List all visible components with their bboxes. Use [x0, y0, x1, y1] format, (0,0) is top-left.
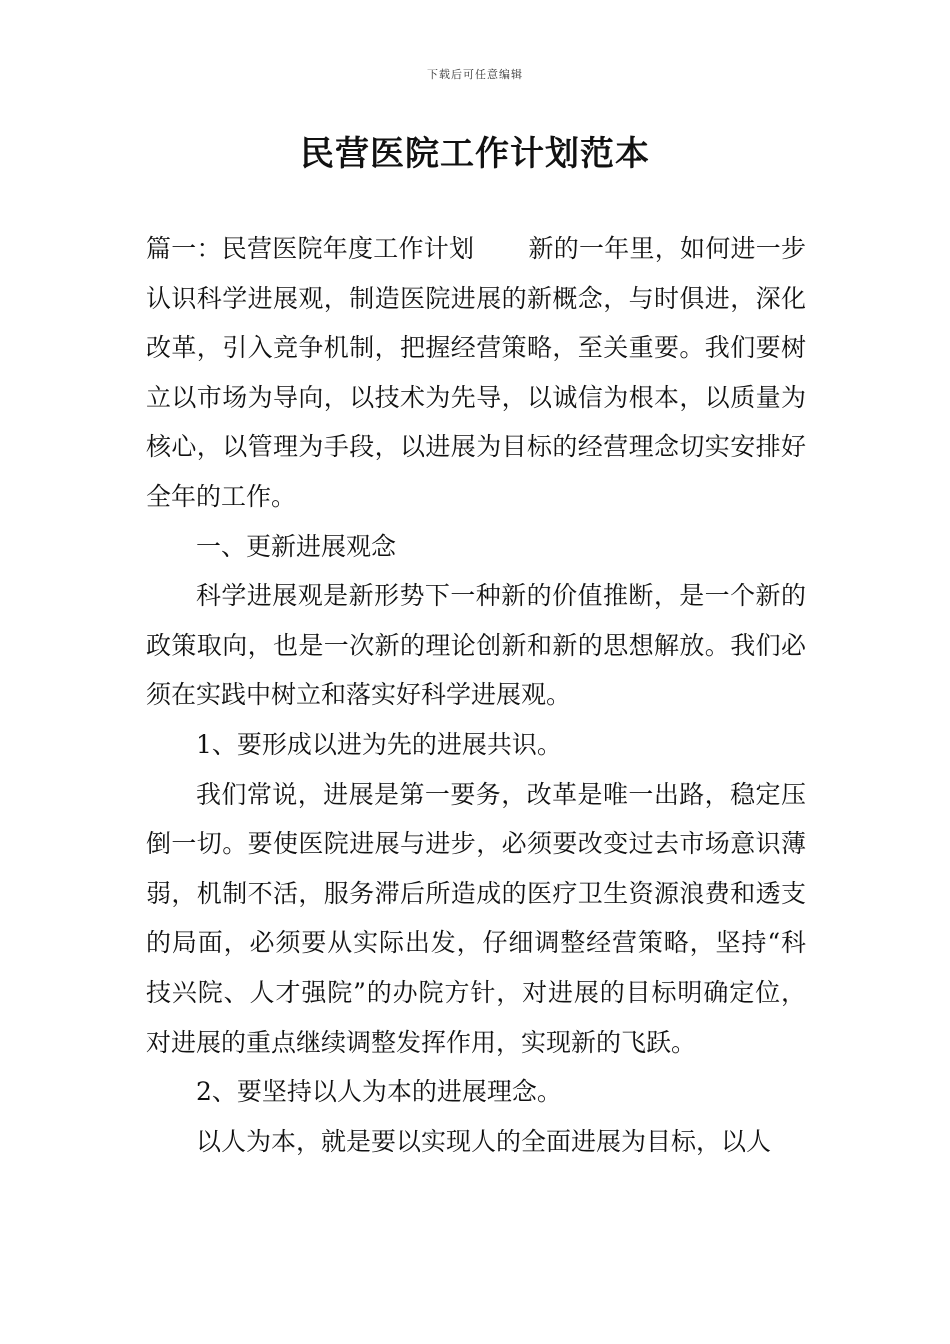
point1-heading: 1、要形成以进为先的进展共识。	[196, 729, 562, 759]
intro-heading: 篇一：民营医院年度工作计划	[146, 234, 475, 263]
intro-paragraph	[146, 224, 806, 522]
point2-heading: 2、要坚持以人为本的进展理念。	[196, 1077, 562, 1107]
point2-paragraph: 以人为本，就是要以实现人的全面进展为目标，以人	[196, 1126, 772, 1156]
section1-paragraph: 科学进展观是新形势下一种新的价值推断，是一个新的政策取向，也是一次新的理论创新和新的思想解放。我们必须在实践中树立和落实好科学进展观。	[146, 581, 806, 710]
intro-text: 新的一年里，如何进一步认识科学进展观，制造医院进展的新概念，与时俱进，深化改革，引入竞争机制，把握经营策略，至关重要。我们要树立以市场为导向，以技术为先导，以诚信为根本，以质量为核心，以管理为手段，以进展为目标的经营理念切实安排好全年的工作。	[146, 234, 806, 511]
page-header-note: 下载后可任意编辑	[427, 68, 523, 81]
section1-heading: 一、更新进展观念	[196, 531, 397, 561]
point1-paragraph: 我们常说，进展是第一要务，改革是唯一出路，稳定压倒一切。要使医院进展与进步，必须要改变过去市场意识薄弱，机制不活，服务滞后所造成的医疗卫生资源浪费和透支的局面，必须要从实际出发，仔细调整经营策略，坚持“科技兴院、人才强院”的办院方针，对进展的目标明确定位，对进展的重点继续调整发挥作用，实现新的飞跃。	[146, 779, 806, 1057]
document-title: 民营医院工作计划范本	[300, 134, 650, 174]
document-body	[146, 224, 806, 1166]
